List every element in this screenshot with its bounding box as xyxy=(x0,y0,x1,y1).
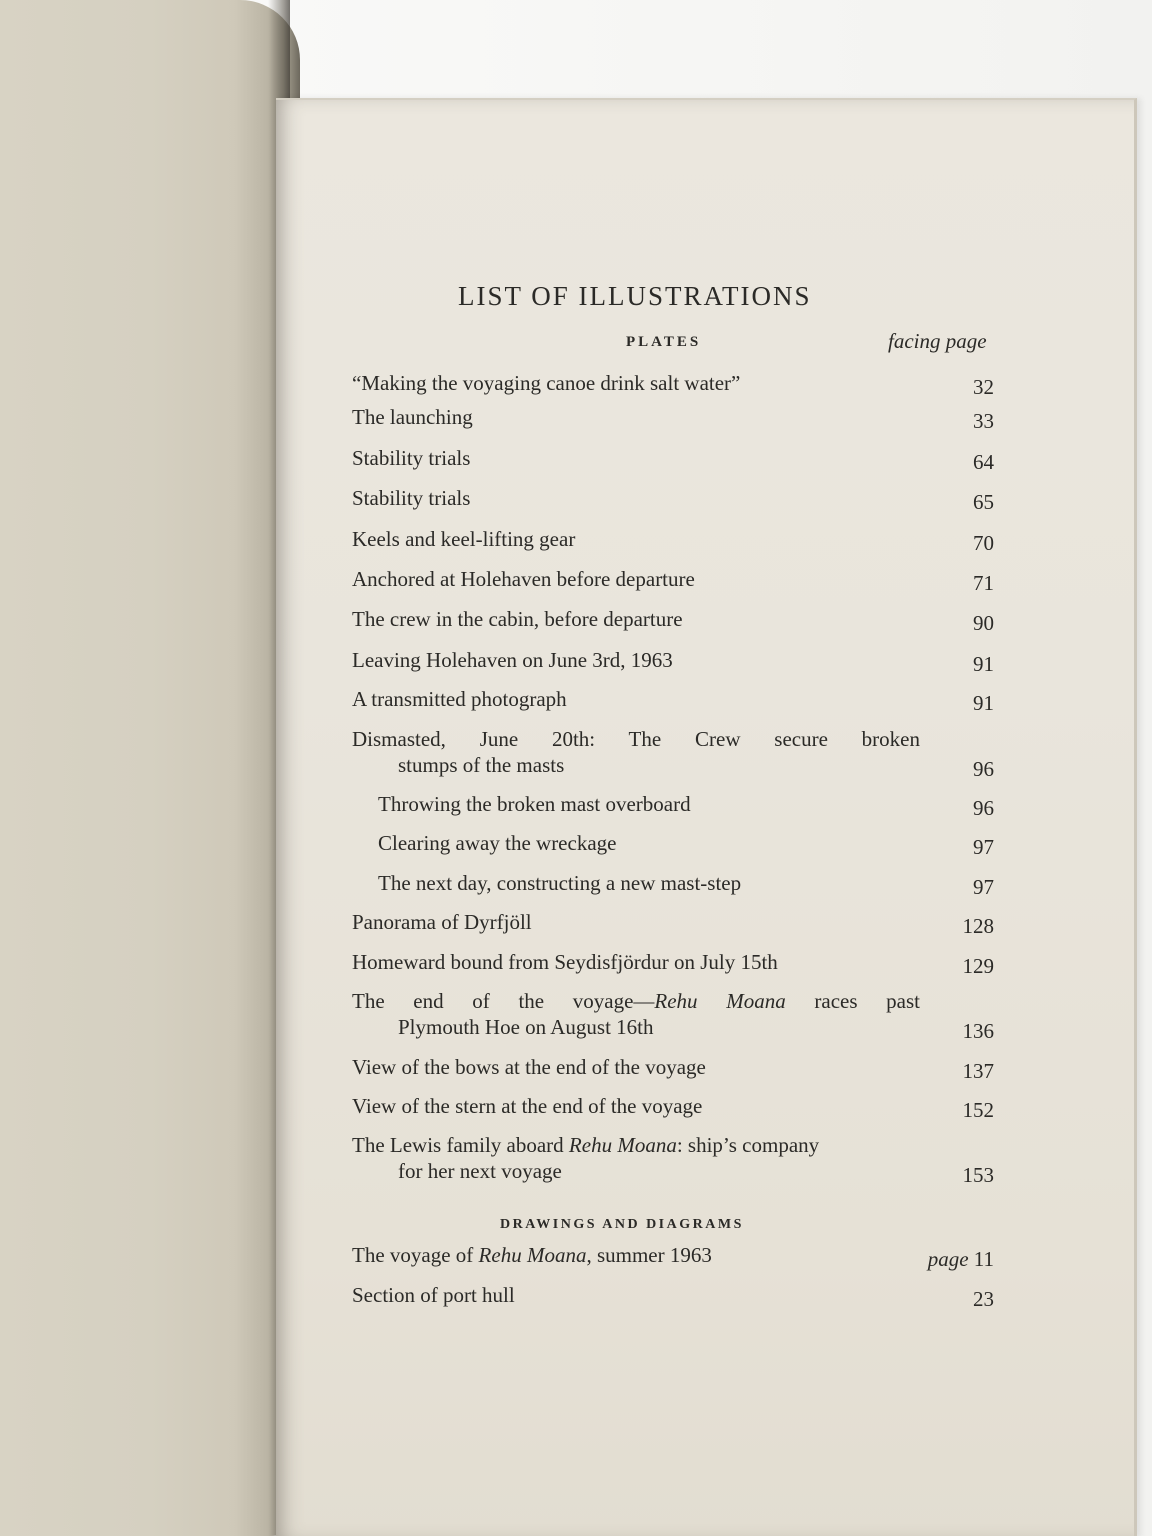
entry-title: The voyage of Rehu Moana, summer 1963 xyxy=(352,1243,712,1267)
list-item xyxy=(352,370,994,399)
entry-page: 33 xyxy=(973,409,994,433)
entry-title: Homeward bound from Seydisfjördur on July 15th xyxy=(352,950,778,974)
entry-title: Throwing the broken mast overboard xyxy=(378,792,691,816)
entry-title-continued: stumps of the masts xyxy=(398,753,565,777)
entry-page: 70 xyxy=(973,531,994,555)
plates-heading: PLATES xyxy=(626,334,702,350)
list-item xyxy=(352,1054,994,1083)
entry-page: 91 xyxy=(973,652,994,676)
list-item xyxy=(352,404,994,433)
list-item xyxy=(352,647,994,676)
entry-title: Section of port hull xyxy=(352,1283,515,1307)
list-item xyxy=(352,1132,994,1187)
entry-title-continued: Plymouth Hoe on August 16th xyxy=(398,1015,654,1039)
entry-page: 96 xyxy=(973,757,994,781)
entry-title: View of the bows at the end of the voyage xyxy=(352,1055,706,1079)
list-item xyxy=(352,909,994,938)
entry-page: page 11 xyxy=(927,1247,994,1271)
entry-page: 91 xyxy=(973,691,994,715)
entry-title: Leaving Holehaven on June 3rd, 1963 xyxy=(352,648,673,672)
entry-page: 90 xyxy=(973,611,994,635)
entry-title: Keels and keel-lifting gear xyxy=(352,527,576,551)
entry-title: The Lewis family aboard Rehu Moana: ship’s company xyxy=(352,1133,820,1157)
drawings-heading: DRAWINGS AND DIAGRAMS xyxy=(500,1217,744,1232)
entry-title-continued: for her next voyage xyxy=(398,1159,562,1183)
entry-title: Panorama of Dyrfjöll xyxy=(352,910,532,934)
entry-title: The launching xyxy=(352,405,473,429)
entry-title: Stability trials xyxy=(352,486,471,510)
entry-page: 32 xyxy=(973,375,994,399)
list-item xyxy=(352,830,994,859)
list-item xyxy=(352,726,994,781)
entry-page: 136 xyxy=(962,1019,994,1043)
entry-page: 129 xyxy=(962,954,994,978)
entry-page: 97 xyxy=(973,875,994,899)
list-item xyxy=(352,485,994,514)
entry-title: Clearing away the wreckage xyxy=(378,831,617,855)
entry-page: 137 xyxy=(962,1059,994,1083)
entry-title: The next day, constructing a new mast-step xyxy=(378,871,742,895)
left-page xyxy=(0,0,300,1536)
list-item xyxy=(352,1242,994,1271)
list-item xyxy=(352,445,994,474)
entry-page: 153 xyxy=(962,1163,994,1187)
entry-title: Anchored at Holehaven before departure xyxy=(352,567,695,591)
entry-title: Dismasted, June 20th: The Crew secure broken xyxy=(352,727,920,751)
entry-page: 128 xyxy=(962,914,994,938)
list-item xyxy=(352,791,994,820)
entry-page: 23 xyxy=(973,1287,994,1311)
entry-page: 96 xyxy=(973,796,994,820)
list-item xyxy=(352,686,994,715)
list-item xyxy=(352,606,994,635)
facing-page-label: facing page xyxy=(888,329,987,353)
list-item xyxy=(352,988,994,1043)
page-title: LIST OF ILLUSTRATIONS xyxy=(458,281,812,311)
entry-page: 152 xyxy=(962,1098,994,1122)
entry-page: 97 xyxy=(973,835,994,859)
entry-title: A transmitted photograph xyxy=(352,687,567,711)
entry-page: 71 xyxy=(973,571,994,595)
entry-title: The crew in the cabin, before departure xyxy=(352,607,683,631)
list-item xyxy=(352,870,994,899)
entry-page: 65 xyxy=(973,490,994,514)
list-item xyxy=(352,566,994,595)
list-item xyxy=(352,1093,994,1122)
list-item xyxy=(352,1282,994,1311)
entry-title: View of the stern at the end of the voyage xyxy=(352,1094,703,1118)
entry-title: Stability trials xyxy=(352,446,471,470)
entry-title: “Making the voyaging canoe drink salt water” xyxy=(352,371,741,395)
right-page xyxy=(276,98,1137,1536)
entry-page: 64 xyxy=(973,450,994,474)
list-item xyxy=(352,949,994,978)
list-item xyxy=(352,526,994,555)
entry-title: The end of the voyage—Rehu Moana races past xyxy=(352,989,920,1013)
